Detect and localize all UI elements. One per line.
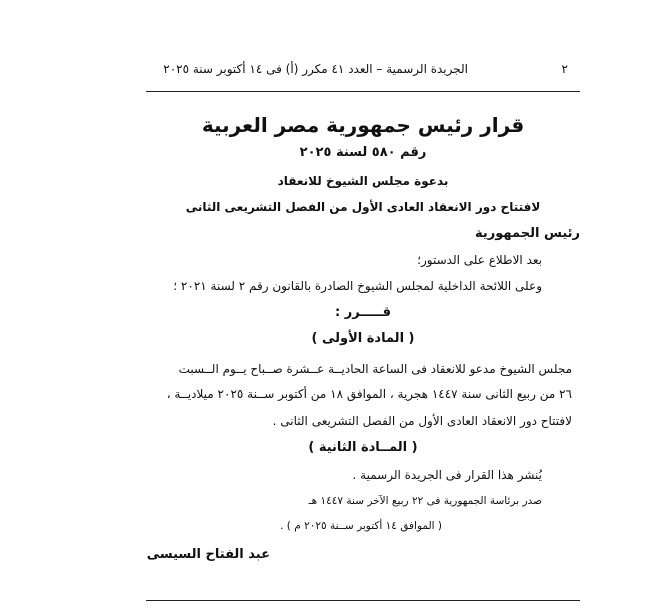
issued-date-gregorian: ( الموافق ١٤ أكتوبر ســنة ٢٠٢٥ م ) .: [280, 520, 442, 532]
preamble-line: بعد الاطلاع على الدستور؛: [417, 253, 542, 267]
preamble-line: وعلى اللائحة الداخلية لمجلس الشيوخ الصادرة بالقانون رقم ٢ لسنة ٢٠٢١ ؛: [173, 279, 542, 293]
signature: عبد الفتاح السيسى: [146, 547, 270, 562]
article-1-heading: ( المادة الأولى ): [311, 331, 415, 346]
decree-title: قرار رئيس جمهورية مصر العربية: [201, 113, 525, 137]
decree-subject-line-2: لافتتاح دور الانعقاد العادى الأول من الفصل التشريعى الثانى: [185, 200, 541, 214]
running-title: الجريدة الرسمية – العدد ٤١ مكرر (أ) فى ١٤ أكتوبر سنة ٢٠٢٥: [163, 62, 468, 76]
article-1-line: مجلس الشيوخ مدعو للانعقاد فى الساعة الحاديــة عــشرة صــباح يــوم الــسبت: [178, 362, 572, 376]
decree-subject-line-1: بدعوة مجلس الشيوخ للانعقاد: [277, 174, 449, 188]
issued-date-hijri: صدر برئاسة الجمهورية فى ٢٢ ربيع الآخر سنة ١٤٤٧ هـ: [308, 495, 542, 507]
decided-heading: قـــــرر :: [334, 305, 392, 320]
footer-divider: [146, 600, 580, 601]
article-1-line: لافتتاح دور الانعقاد العادى الأول من الفصل التشريعى الثانى .: [272, 414, 572, 428]
page-header: [146, 60, 580, 80]
header-divider: [146, 91, 580, 92]
article-2-line: يُنشر هذا القرار فى الجريدة الرسمية .: [352, 468, 542, 482]
article-1-line: ٢٦ من ربيع الثانى سنة ١٤٤٧ هجرية ، الموافق ١٨ من أكتوبر ســنة ٢٠٢٥ ميلاديــة ،: [166, 387, 572, 401]
article-2-heading: ( المــادة الثانية ): [308, 440, 418, 455]
issuer-heading: رئيس الجمهورية: [475, 226, 580, 241]
page-number: ٢: [561, 62, 568, 76]
decree-number: رقم ٥٨٠ لسنة ٢٠٢٥: [299, 145, 427, 160]
